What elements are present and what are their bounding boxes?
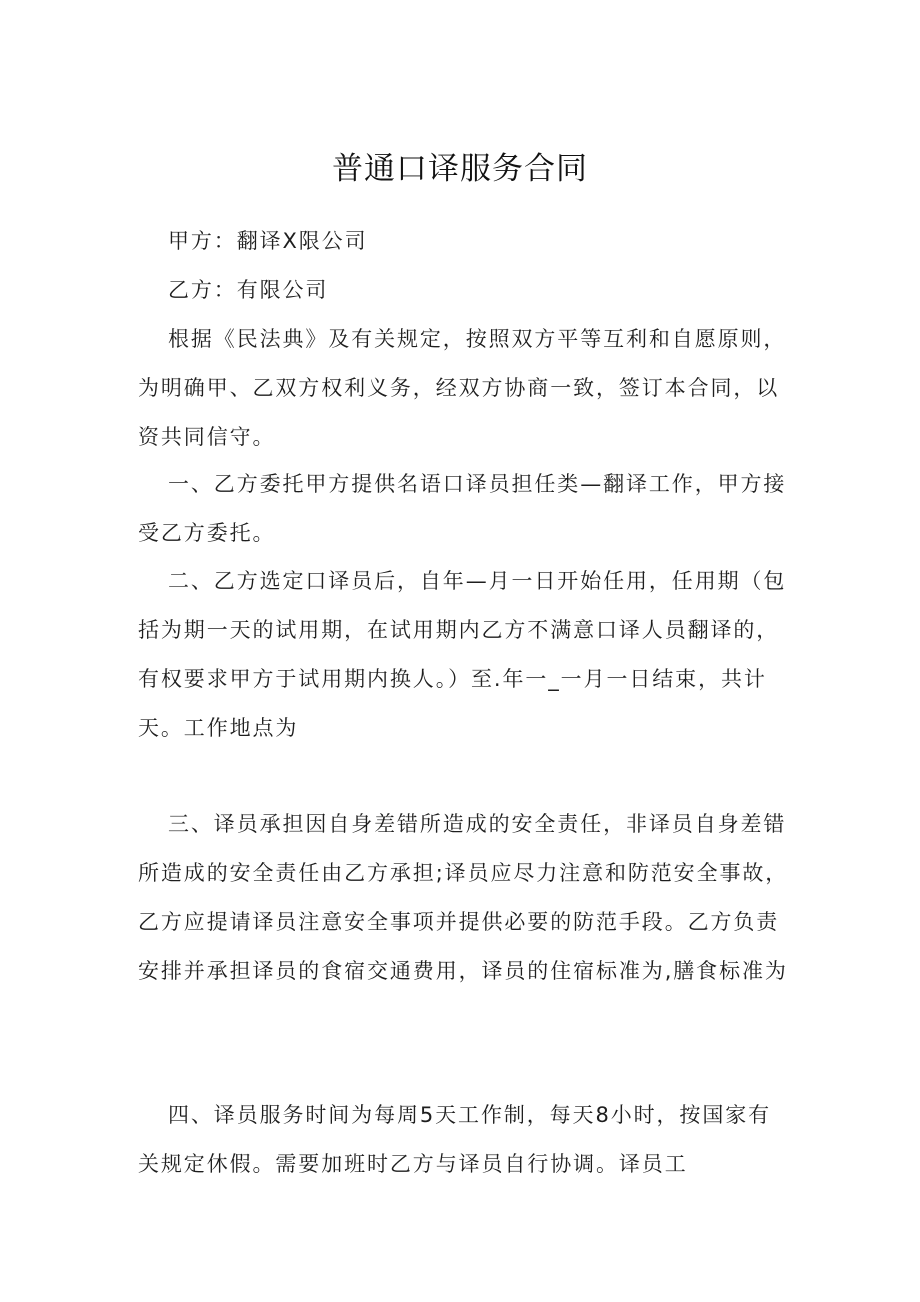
clause-2-paragraph: 二、乙方选定口译员后，自年—月一日开始任用，任用期（包括为期一天的试用期，在试用期内乙方不满意口译人员翻译的，有权要求甲方于试用期内换人。）至.年一_一月一日结束，共计天。工作地点为 [138,569,787,740]
intro-paragraph: 根据《民法典》及有关规定，按照双方平等互利和自愿原则，为明确甲、乙双方权利义务，经双方协商一致，签订本合同，以资共同信守。 [138,327,787,449]
clause-1-paragraph: 一、乙方委托甲方提供名语口译员担任类—翻译工作，甲方接受乙方委托。 [138,472,787,545]
contract-title: 普通口译服务合同 [332,151,588,187]
clause-3-paragraph: 三、译员承担因自身差错所造成的安全责任，非译员自身差错所造成的安全责任由乙方承担;译员应尽力注意和防范安全事故，乙方应提请译员注意安全事项并提供必要的防范手段。乙方负责安排并承担译员的食宿交通费用，译员的住宿标准为,膳食标准为 [138,812,789,983]
party-b-line: 乙方：有限公司 [168,278,329,302]
clause-4-paragraph: 四、译员服务时间为每周5天工作制，每天8小时，按国家有关规定休假。需要加班时乙方与译员自行协调。译员工 [138,1103,772,1176]
party-a-line: 甲方：翻译X限公司 [168,229,368,253]
